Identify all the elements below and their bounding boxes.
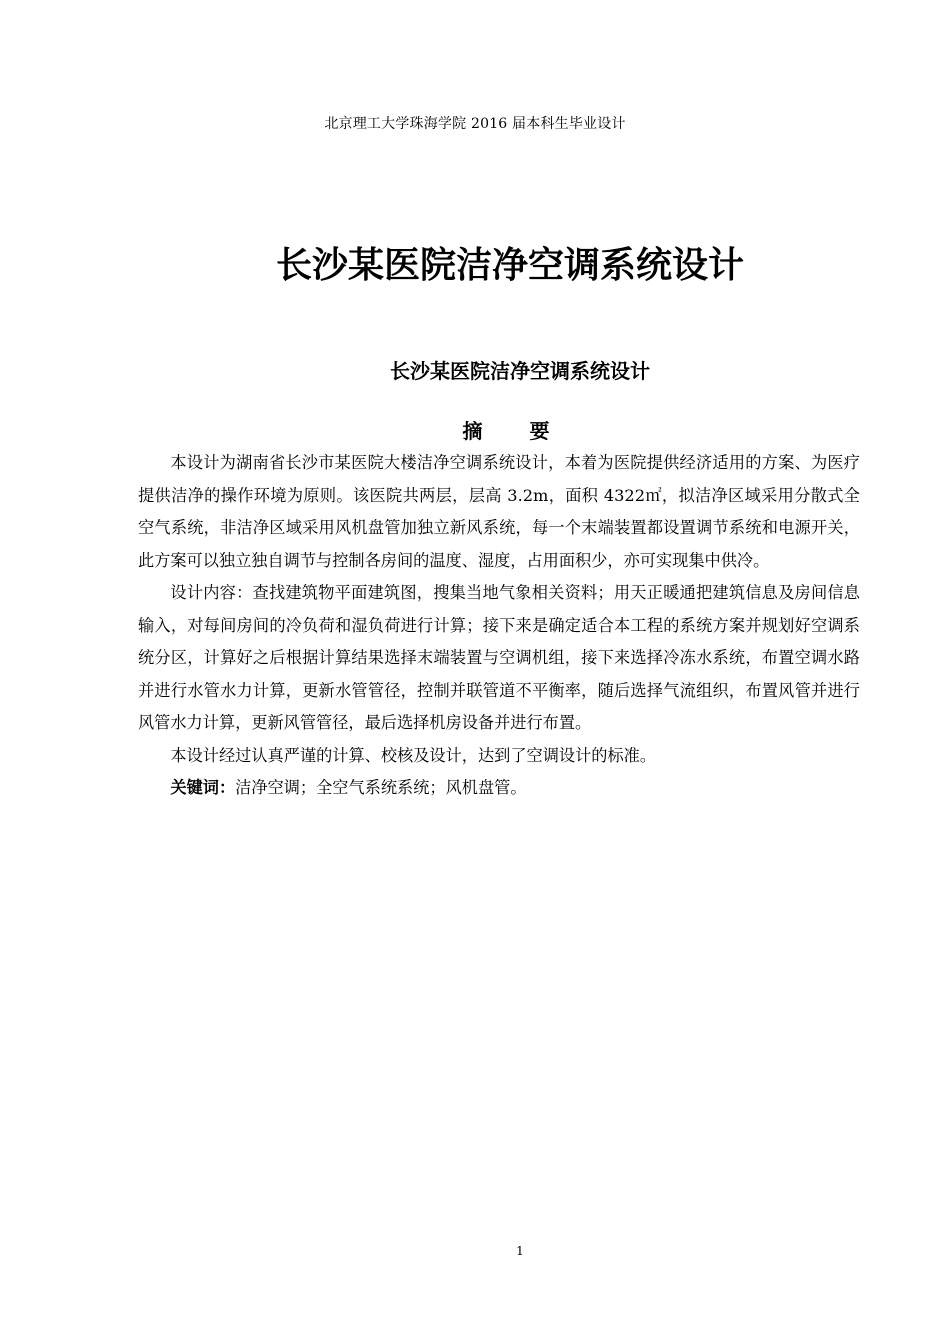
running-header: 北京理工大学珠海学院 2016 届本科生毕业设计: [324, 116, 626, 132]
keywords-label: 关键词：: [170, 778, 236, 797]
abstract-paragraph-2: 设计内容：查找建筑物平面建筑图，搜集当地气象相关资料；用天正暖通把建筑信息及房间信息输入，对每间房间的冷负荷和湿负荷进行计算；接下来是确定适合本工程的系统方案并规划好空调系统分区，计算好之后根据计算结果选择末端装置与空调机组，接下来选择冷冻水系统，布置空调水路并进行水管水力计算，更新水管管径，控制并联管道不平衡率，随后选择气流组织，布置风管并进行风管水力计算，更新风管管径，最后选择机房设备并进行布置。: [138, 583, 860, 732]
abstract-paragraph-3: 本设计经过认真严谨的计算、校核及设计，达到了空调设计的标准。: [170, 745, 657, 765]
abstract-paragraph-1: 本设计为湖南省长沙市某医院大楼洁净空调系统设计，本着为医院提供经济适用的方案、为医疗提供洁净的操作环境为原则。该医院共两层，层高 3.2m，面积 4322㎡，拟洁净区域采用分散式全空气系统，非洁净区域采用风机盘管加独立新风系统，每一个末端装置都设置调节系统和电源开关，此方案可以独立独自调节与控制各房间的温度、湿度，占用面积少，亦可实现集中供冷。: [138, 453, 860, 570]
keywords-line: [138, 772, 860, 805]
page-number: 1: [516, 1244, 524, 1258]
abstract-body: [138, 447, 860, 805]
keywords-text: 洁净空调；全空气系统系统；风机盘管。: [235, 778, 527, 797]
abstract-heading: 摘 要: [462, 419, 570, 443]
document-subtitle: 长沙某医院洁净空调系统设计: [390, 359, 650, 383]
document-title: 长沙某医院洁净空调系统设计: [275, 245, 744, 286]
